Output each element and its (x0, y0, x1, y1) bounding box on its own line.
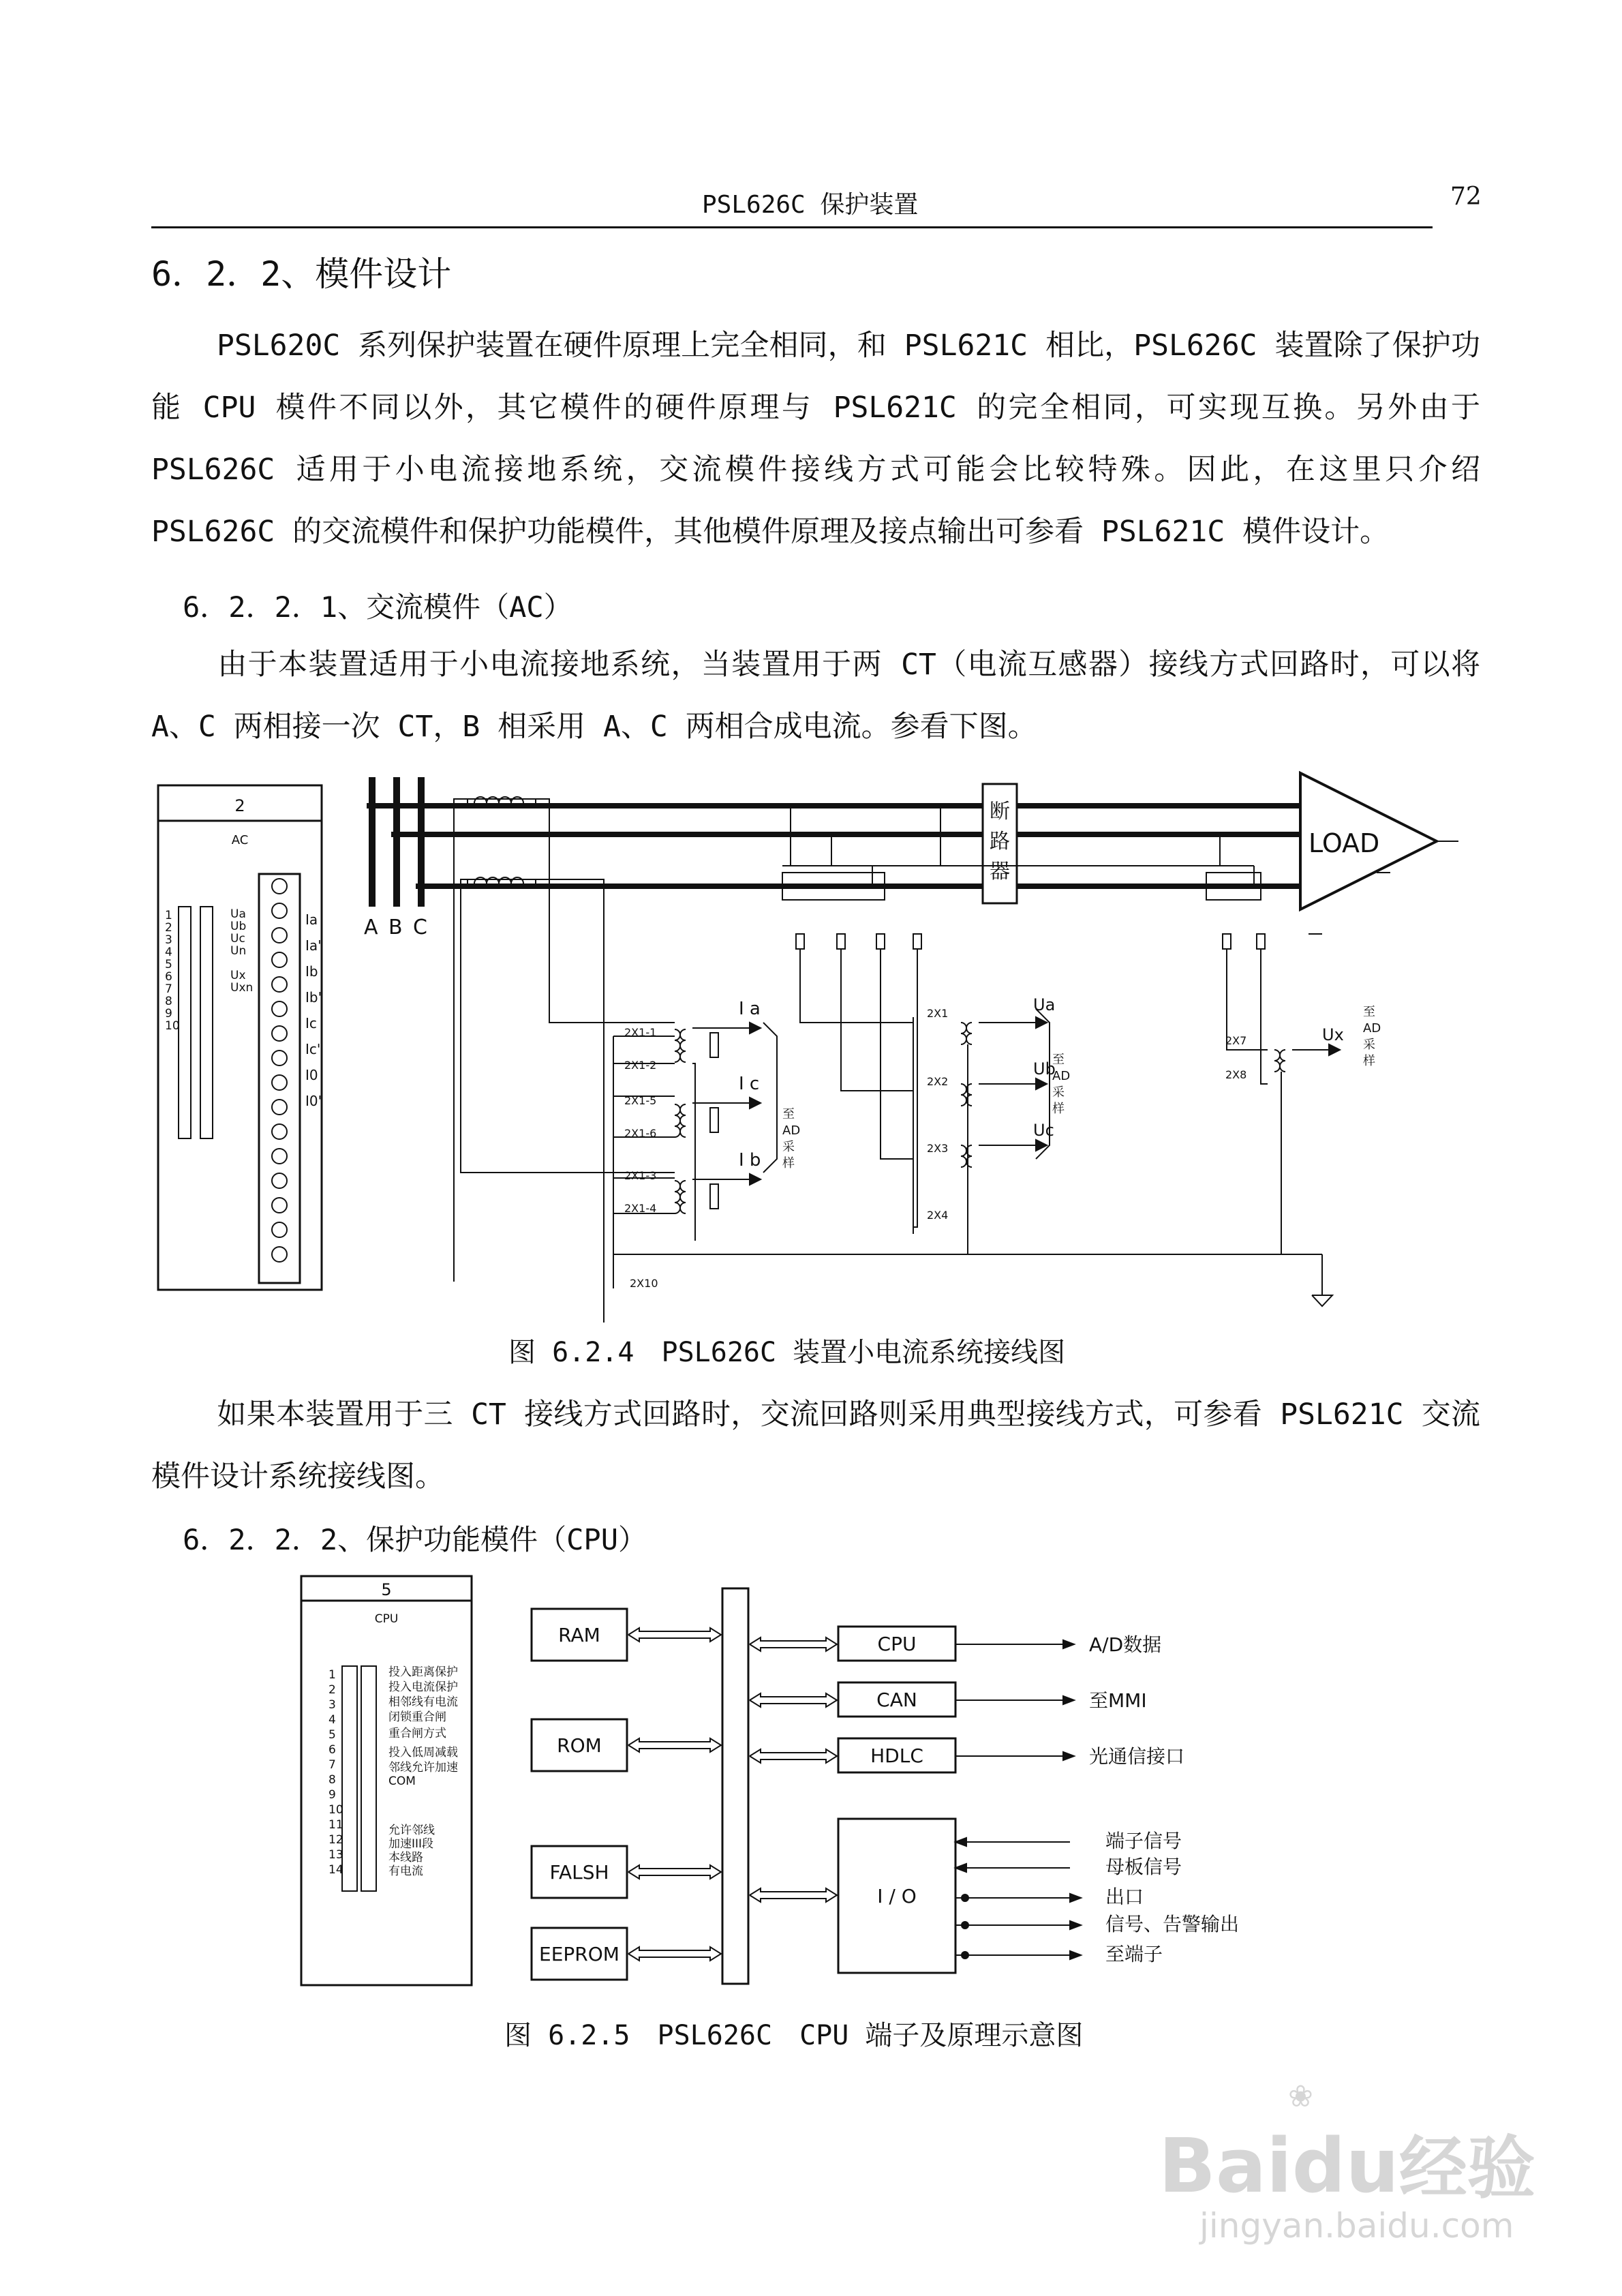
ac-terminal-number: 3 (165, 933, 172, 947)
cpu-terminal-number: 13 (328, 1848, 343, 1862)
breaker-label-char: 路 (990, 830, 1010, 854)
ac-terminal-number: 4 (165, 946, 172, 959)
connector-label: 2X1-3 (624, 1169, 657, 1182)
terminal-screw-icon (272, 1026, 287, 1041)
cpu-module-name: CPU (374, 1612, 399, 1626)
junction-dot-icon (962, 1922, 968, 1929)
ac-current-terminal-label: Ib (305, 963, 318, 980)
ac-module-panel (158, 785, 322, 1290)
terminal-screw-icon (272, 1051, 287, 1066)
ad-sampling-note-char: AD (782, 1123, 801, 1138)
bidirectional-arrow-icon (750, 1637, 837, 1651)
ad-sampling-note-char: 样 (1363, 1054, 1375, 1068)
connector-label: 2X1-4 (624, 1202, 657, 1215)
cpu-terminal-label: 本线路 (388, 1851, 423, 1864)
cpu-terminal-number: 12 (328, 1833, 343, 1847)
voltage-channel-label: Ub (1033, 1059, 1056, 1078)
cpu-terminal-label: 重合闸方式 (388, 1727, 446, 1740)
ac-terminal-number: 9 (165, 1007, 172, 1021)
connector-label: 2X2 (927, 1075, 949, 1088)
header-title: PSL626C 保护装置 (702, 191, 919, 219)
cpu-terminal-number: 2 (328, 1683, 336, 1697)
ad-sampling-note-char: 至 (1052, 1053, 1065, 1067)
junction-dot-icon (962, 1894, 968, 1901)
subsection-ac-heading: 6．2．2．1、交流模件（AC） (183, 590, 572, 624)
connector-label: 2X1-6 (624, 1127, 657, 1140)
cpu-terminal-number: 5 (328, 1728, 336, 1742)
watermark-brand: Baidu经验 (1159, 2122, 1535, 2209)
ad-sampling-note-char: 采 (1363, 1038, 1375, 1052)
ac-terminal-number: 6 (165, 970, 172, 984)
cpu-output-label: 光通信接口 (1089, 1745, 1185, 1768)
figure1-caption: 图 6.2.4 PSL626C 装置小电流系统接线图 (508, 1337, 1066, 1368)
figure2-caption: 图 6.2.5 PSL626C CPU 端子及原理示意图 (504, 2020, 1084, 2051)
cpu-terminal-number: 11 (328, 1818, 343, 1832)
arrow-head-icon (1063, 1696, 1074, 1704)
ac-current-terminal-label: Ib' (305, 989, 322, 1006)
ac-voltage-terminal-label: Ub (230, 920, 247, 933)
ad-sampling-note-char: 至 (1363, 1005, 1375, 1019)
terminal-screw-icon (272, 903, 287, 918)
cpu-terminal-number: 3 (328, 1698, 336, 1712)
ac-terminal-number: 7 (165, 982, 172, 996)
three-ct-paragraph: 如果本装置用于三 CT 接线方式回路时，交流回路则采用典型接线方式，可参看 PSL621C 交流模件设计系统接线图。 (151, 1398, 1480, 1494)
io-signal-label: 至端子 (1105, 1943, 1163, 1965)
terminal-screw-icon (272, 952, 287, 967)
cpu-terminal-number: 8 (328, 1773, 336, 1787)
ac-current-terminal-label: Ic (305, 1015, 317, 1031)
breaker-label-char: 断 (990, 800, 1010, 824)
function-block-label: CPU (877, 1633, 917, 1655)
bidirectional-arrow-icon (628, 1865, 721, 1879)
connector-label: 2X1-5 (624, 1094, 657, 1107)
connector-label: 2X4 (927, 1209, 949, 1222)
ac-wiring-diagram (150, 764, 1458, 1323)
terminal-screw-icon (272, 879, 287, 894)
arrow-head-icon (1070, 1894, 1081, 1902)
ac-terminal-number: 1 (165, 909, 172, 922)
connector-label: 2X7 (1225, 1034, 1247, 1047)
cpu-terminal-number: 10 (328, 1803, 343, 1817)
voltage-channel-label: Uc (1033, 1121, 1054, 1140)
ac-terminal-number: 5 (165, 958, 172, 971)
io-signal-label: 母板信号 (1105, 1856, 1182, 1878)
terminal-screw-icon (272, 1149, 287, 1164)
section-heading: 6．2．2、模件设计 (151, 254, 452, 294)
phase-label: A (364, 916, 378, 939)
connector-label: 2X1-2 (624, 1059, 657, 1072)
cpu-terminal-label: 投入距离保护 (388, 1665, 458, 1679)
current-channel-label: I b (739, 1150, 761, 1170)
ac-current-terminal-label: Ia (305, 911, 318, 928)
bidirectional-arrow-icon (628, 1947, 721, 1961)
voltage-channel-label: Ux (1322, 1025, 1344, 1044)
arrow-head-icon (1070, 1951, 1081, 1959)
ac-terminal-number: 2 (165, 921, 172, 935)
terminal-screw-icon (272, 1198, 287, 1213)
ac-module-number: 2 (234, 796, 245, 815)
ac-current-terminal-label: I0 (305, 1067, 318, 1083)
ac-voltage-terminal-label: Un (230, 944, 247, 958)
bidirectional-arrow-icon (750, 1693, 837, 1707)
io-signal-label: 信号、告警输出 (1105, 1913, 1240, 1935)
arrow-head-icon (955, 1838, 966, 1846)
junction-dot-icon (962, 1952, 968, 1959)
terminal-screw-icon (272, 1001, 287, 1016)
bidirectional-arrow-icon (628, 1738, 721, 1752)
current-channel-label: I c (739, 1074, 760, 1094)
ac-terminal-number: 10 (165, 1019, 180, 1033)
cpu-output-label: 至MMI (1089, 1689, 1147, 1712)
ad-sampling-note-char: 采 (782, 1140, 795, 1154)
cpu-terminal-label: 相邻线有电流 (388, 1695, 458, 1709)
cpu-module-number: 5 (381, 1580, 392, 1599)
cpu-terminal-label: 允许邻线 (388, 1824, 435, 1837)
ac-current-terminal-label: Ia' (305, 937, 322, 954)
cpu-output-label: A/D数据 (1089, 1633, 1162, 1656)
bidirectional-arrow-icon (750, 1888, 837, 1902)
function-block-label: I / O (877, 1885, 917, 1907)
connector-label: 2X1-1 (624, 1026, 657, 1039)
ad-sampling-note-char: 至 (782, 1107, 795, 1121)
watermark-url: jingyan.baidu.com (1199, 2206, 1514, 2246)
cpu-terminal-label: 投入低周减载 (388, 1746, 458, 1759)
terminal-screw-icon (272, 1247, 287, 1262)
function-block-label: HDLC (870, 1744, 923, 1767)
cpu-principle-diagram (293, 1568, 1315, 2004)
cpu-module-panel (301, 1576, 472, 1985)
ac-voltage-terminal-label: Ux (230, 969, 246, 982)
terminal-screw-icon (272, 977, 287, 992)
ac-voltage-terminal-label: Ua (230, 907, 246, 921)
arrow-head-icon (1070, 1921, 1081, 1929)
terminal-screw-icon (272, 1075, 287, 1090)
ac-terminal-number: 8 (165, 995, 172, 1008)
cpu-terminal-label: 投入电流保护 (388, 1680, 458, 1694)
ac-module-name: AC (231, 833, 249, 847)
ac-voltage-terminal-label: Uc (230, 932, 245, 946)
terminal-screw-icon (272, 1100, 287, 1115)
current-channel-label: I a (739, 999, 761, 1019)
cpu-terminal-number: 7 (328, 1758, 336, 1772)
ac-current-terminal-label: Ic' (305, 1041, 321, 1057)
ac-voltage-terminal-label: Uxn (230, 981, 254, 995)
connector-label: 2X8 (1225, 1068, 1247, 1081)
subsection-cpu-heading: 6．2．2．2、保护功能模件（CPU） (183, 1523, 647, 1556)
bidirectional-arrow-icon (750, 1749, 837, 1763)
io-signal-label: 出口 (1105, 1886, 1144, 1908)
terminal-screw-icon (272, 928, 287, 943)
memory-block-label: RAM (558, 1624, 600, 1646)
ad-sampling-note-char: 样 (1052, 1102, 1065, 1116)
memory-block-label: ROM (557, 1734, 602, 1757)
page-number: 72 (1450, 183, 1482, 211)
connector-label: 2X10 (630, 1277, 658, 1290)
arrow-head-icon (1063, 1752, 1074, 1760)
watermark-paw-icon: ❀ (1288, 2079, 1313, 2114)
cpu-terminal-label: 有电流 (388, 1864, 423, 1878)
cpu-terminal-number: 9 (328, 1788, 336, 1802)
function-block-label: CAN (876, 1689, 917, 1711)
ad-sampling-note-char: AD (1052, 1069, 1071, 1083)
cpu-terminal-label: COM (388, 1774, 416, 1788)
ac-current-terminal-label: I0' (305, 1093, 322, 1109)
cpu-terminal-number: 14 (328, 1863, 343, 1877)
cpu-terminal-number: 6 (328, 1743, 336, 1757)
cpu-terminal-label: 加速III段 (388, 1837, 434, 1851)
phase-label: B (388, 916, 403, 939)
phase-label: C (413, 916, 427, 939)
arrow-head-icon (955, 1864, 966, 1872)
memory-block-label: FALSH (549, 1861, 609, 1884)
terminal-screw-icon (272, 1222, 287, 1237)
bidirectional-arrow-icon (628, 1628, 721, 1642)
cpu-terminal-label: 闭锁重合闸 (388, 1710, 446, 1724)
io-signal-label: 端子信号 (1105, 1830, 1182, 1852)
ac-paragraph: 由于本装置适用于小电流接地系统，当装置用于两 CT（电流互感器）接线方式回路时，可以将 A、C 两相接一次 CT，B 相采用 A、C 两相合成电流。参看下图。 (151, 648, 1480, 744)
memory-block-label: EEPROM (539, 1943, 619, 1965)
connector-label: 2X3 (927, 1142, 949, 1155)
ad-sampling-note-char: 样 (782, 1156, 795, 1170)
ad-sampling-note-char: 采 (1052, 1085, 1065, 1100)
header-rule (151, 226, 1433, 228)
terminal-screw-icon (272, 1124, 287, 1139)
breaker-label-char: 器 (990, 860, 1010, 883)
ad-sampling-note-char: AD (1363, 1021, 1381, 1036)
cpu-terminal-number: 4 (328, 1713, 336, 1727)
voltage-channel-label: Ua (1033, 995, 1056, 1014)
cpu-terminal-label: 邻线允许加速 (388, 1761, 458, 1774)
cpu-terminal-number: 1 (328, 1668, 336, 1682)
arrow-head-icon (1063, 1640, 1074, 1648)
connector-label: 2X1 (927, 1007, 949, 1020)
terminal-screw-icon (272, 1173, 287, 1188)
intro-paragraph: PSL620C 系列保护装置在硬件原理上完全相同，和 PSL621C 相比，PSL626C 装置除了保护功能 CPU 模件不同以外，其它模件的硬件原理与 PSL621C 的完全相同，可实现互换。另外由于 PSL626C 适用于小电流接地系统，交流模件接线方式可能会比较特殊。因此，在这里只介绍 PSL626C 的交流模件和保护功能模件，其他模件原理及接点输出可参看 PSL621C 模件设计。 (151, 329, 1480, 549)
load-label: LOAD (1309, 828, 1380, 858)
